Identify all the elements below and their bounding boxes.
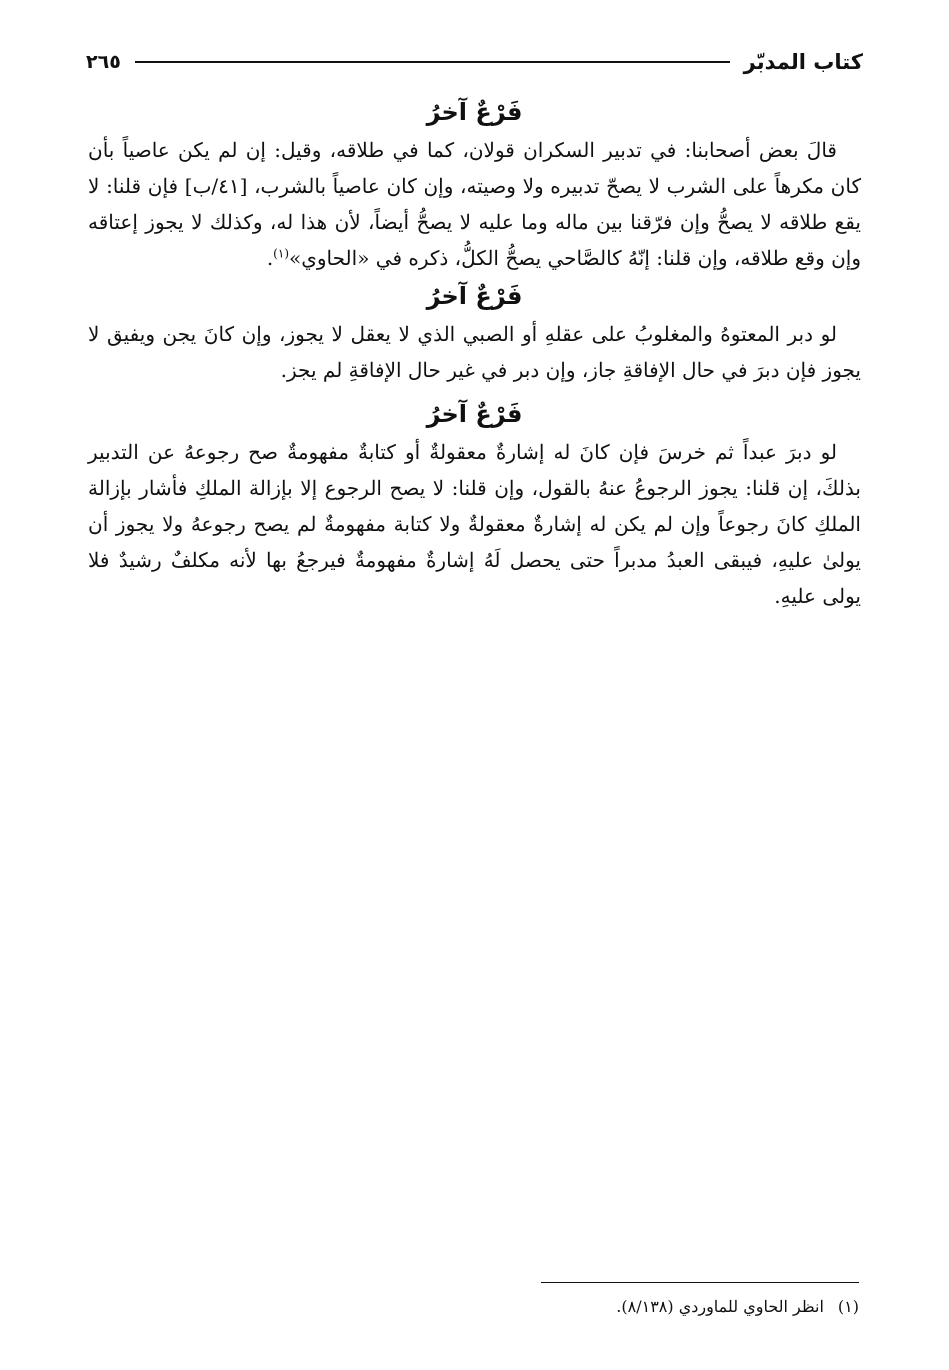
header-rule: [135, 61, 730, 63]
section-heading: فَرْعٌ آخرُ: [426, 282, 523, 310]
footnote-text: انظر الحاوي للماوردي (٨/١٣٨).: [616, 1297, 824, 1316]
paragraph-end: .: [266, 246, 274, 270]
section-heading: فَرْعٌ آخرُ: [426, 400, 523, 428]
section-paragraph: [88, 132, 861, 276]
footnote-reference[interactable]: (١): [273, 246, 289, 261]
footnote-rule: [541, 1282, 859, 1283]
running-header: [86, 42, 863, 82]
footnote: [616, 1294, 859, 1320]
section-paragraph: لو دبر المعتوهُ والمغلوبُ على عقلهِ أو الصبي الذي لا يعقل لا يجوز، وإن كانَ يجن ويفيق لا يجوز فإن دبرَ في حال الإفاقةِ جاز، وإن دبر في غير حال الإفاقةِ لم يجز.: [88, 322, 861, 382]
section-heading: فَرْعٌ آخرُ: [426, 98, 523, 126]
paragraph-text: قالَ بعض أصحابنا: في تدبير السكران قولان، كما في طلاقه، وقيل: إن لم يكن عاصياً بأن كان مكرهاً على الشرب لا يصحّ تدبيره ولا وصيته، وإن كان عاصياً بالشرب، [٤١/ب] فإن قلنا: لا يقع طلاقه لا يصحُّ وإن فرّقنا بين ماله وما عليه لا يصحُّ أيضاً، لأن هذا له، وكذلك لا يجوز إعتاقه وإن وقع طلاقه، وإن قلنا: إنّهُ كالصَّاحي يصحُّ الكلُّ، ذكره في «الحاوي»: [88, 138, 861, 270]
book-title: كتاب المدبّر: [743, 50, 863, 74]
page-body: [88, 92, 861, 614]
page-number: ٢٦٥: [86, 51, 121, 73]
footnote-marker: (١): [837, 1297, 859, 1316]
section-paragraph: لو دبرَ عبداً ثم خرسَ فإن كانَ له إشارةٌ معقولةٌ أو كتابةٌ مفهومةٌ صح رجوعهُ عن التدبير بذلكَ، إن قلنا: يجوز الرجوعُ عنهُ بالقول، وإن قلنا: لا يصح الرجوع إلا بإزالة الملكِ فأشار بإزالة الملكِ كانَ رجوعاً وإن لم يكن له إشارةٌ معقولةٌ ولا كتابة مفهومةٌ لم يصح رجوعهُ ولا يجوز أن يولىٰ عليهِ، فيبقى العبدُ مدبراً حتى يحصل لَهُ إشارةٌ مفهومةٌ فيرجعُ بها لأنه مكلفٌ رشيدٌ فلا يولى عليهِ.: [88, 440, 861, 608]
